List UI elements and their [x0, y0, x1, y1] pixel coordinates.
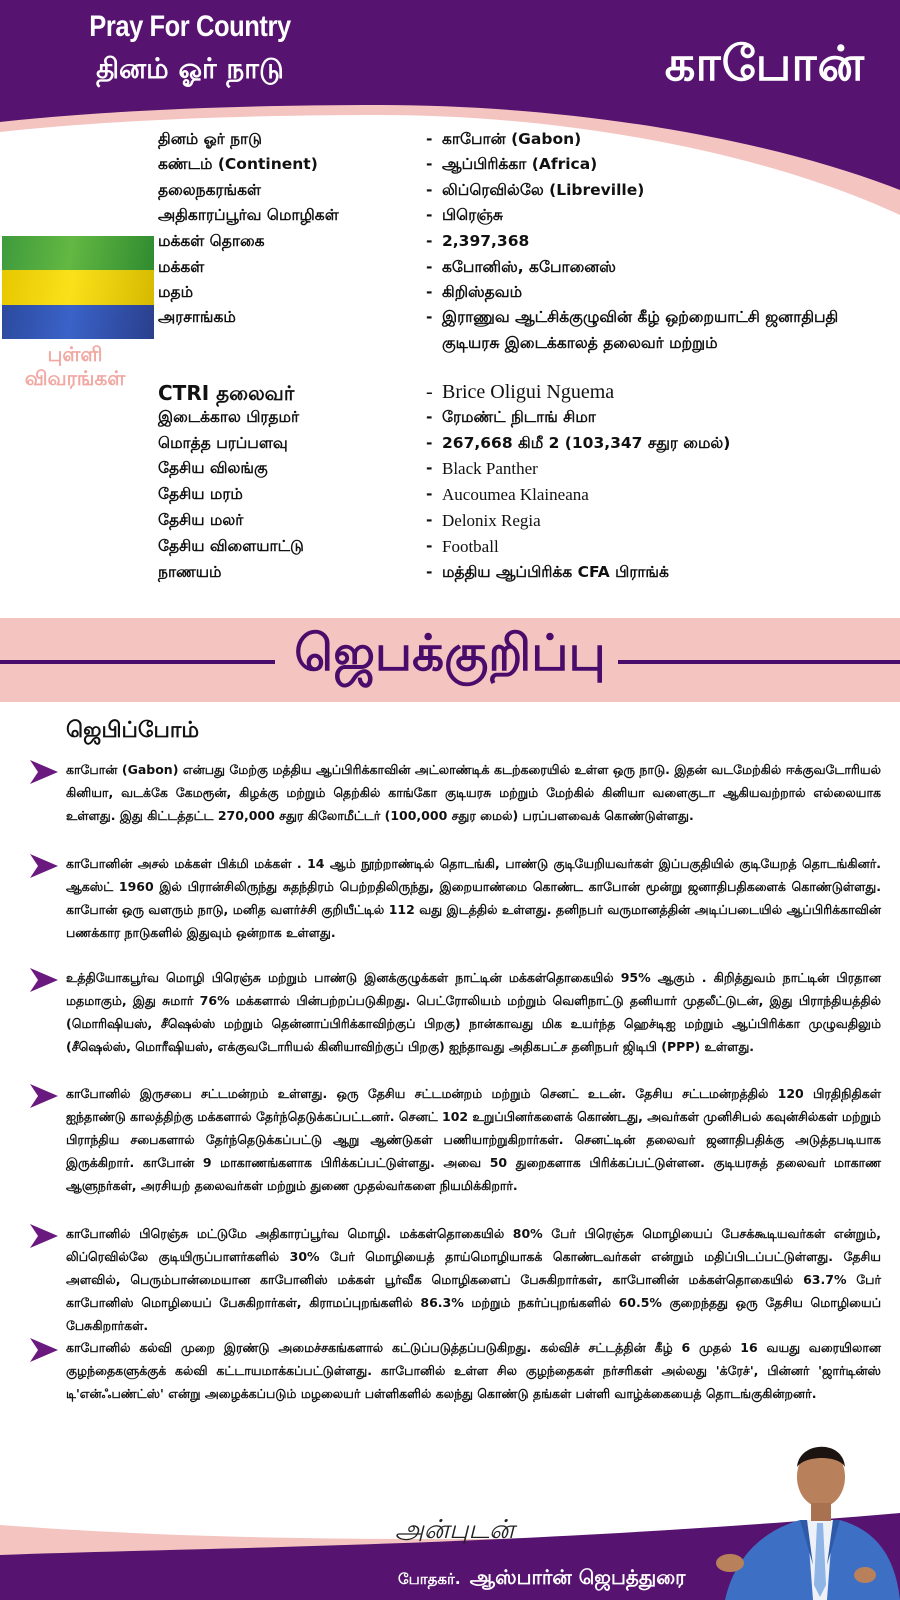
signoff-text: அன்புடன்: [395, 1515, 515, 1545]
pastor-name: ஆஸ்பார்ன் ஜெபத்துரை: [469, 1565, 686, 1589]
fact-key: CTRI தலைவர்: [158, 381, 295, 405]
header-title-ta: தினம் ஓர் நாடு: [96, 52, 284, 85]
fact-value: ரேமண்ட் நிடாங் சிமா: [442, 408, 596, 426]
paragraph: காபோன் (Gabon) என்பது மேற்கு மத்திய ஆப்பிரிக்காவின் அட்லாண்டிக் கடற்கரையில் உள்ள ஒரு நாடு. இதன் வடமேற்கில் ஈக்குவடோரியல் கினியா, வடக்கே கேமரூன், கிழக்கு மற்றும் தெற்கில் காங்கோ குடியரசு மற்றும் மேற்கில் கினியா வளைகுடா ஆகியவற்றால் எல்லையாக உள்ளது. இது கிட்டத்தட்ட 270,000 சதுர கிலோமீட்டர் (100,000 சதுர மைல்) பரப்பளவைக் கொண்டுள்ளது.: [66, 762, 881, 823]
paragraph: உத்தியோகபூர்வ மொழி பிரெஞ்சு மற்றும் பாண்டு இனக்குழுக்கள் நாட்டின் மக்கள்தொகையில் 95% ஆகும் . கிறித்துவம் நாட்டின் பிரதான மதமாகும், இது சுமார் 76% மக்களால் பின்பற்றப்படுகிறது. பெட்ரோலியம் மற்றும் வெளிநாட்டு தனியார் முதலீட்டுடன், இது பிராந்தியத்தில் (மொரிஷியஸ், சீஷெல்ஸ் மற்றும் தென்னாப்பிரிக்காவிற்குப் பிறகு) நான்காவது மிக உயர்ந்த ஹெச்டிஐ மற்றும் ஆப்பிரிக்கா முழுவதிலும் (சீஷெல்ஸ், மொரீஷியஸ், எக்குவடோரியல் கினியாவிற்குப் பிறகு) ஐந்தாவது அதிகபட்ச தனிநபர் ஜிடிபி (PPP) உள்ளது.: [66, 970, 881, 1054]
paragraph: காபோனில் கல்வி முறை இரண்டு அமைச்சகங்களால் கட்டுப்படுத்தப்படுகிறது. கல்விச் சட்டத்தின் கீழ் 6 முதல் 16 வயது வரையிலான குழந்தைகளுக்குக் கல்வி கட்டாயமாக்கப்பட்டுள்ளது. காபோனில் உள்ள சில குழந்தைகள் நர்சரிகள் அல்லது 'க்ரேச்', பின்னர் 'ஜார்டின்ஸ் டி'என்ஃபண்ட்ஸ்' என்று அழைக்கப்படும் மழலையர் பள்ளிகளில் கலந்து கொண்டு தங்கள் பள்ளி வாழ்க்கையைத் தொடங்குகின்றனர்.: [66, 1340, 881, 1401]
pastor-title: போதகர்.: [398, 1570, 461, 1588]
prayer-points-banner: [0, 618, 900, 702]
fact-value: ஆப்பிரிக்கா (Africa): [442, 155, 598, 173]
fact-key: மக்கள் தொகை: [158, 232, 265, 250]
pastor-photo: [705, 1415, 900, 1600]
flag-caption: [0, 342, 150, 390]
fact-key: இடைக்கால பிரதமர்: [158, 408, 300, 426]
fact-value: Brice Oligui Nguema: [442, 381, 615, 403]
flag-caption-line2: விவரங்கள்: [24, 366, 126, 390]
arrow-bullet-icon: [28, 1336, 60, 1364]
fact-key: தேசிய விளையாட்டு: [158, 537, 304, 555]
lets-pray-heading: ஜெபிப்போம்: [66, 718, 200, 743]
fact-value: Delonix Regia: [442, 511, 541, 530]
fact-value: லிப்ரெவில்லே (Libreville): [442, 181, 645, 199]
arrow-bullet-icon: [28, 1222, 60, 1250]
arrow-bullet-icon: [28, 966, 60, 994]
arrow-bullet-icon: [28, 1082, 60, 1110]
fact-key: மக்கள்: [158, 258, 205, 276]
arrow-bullet-icon: [28, 852, 60, 880]
prayer-points-title: ஜெபக்குறிப்பு: [294, 624, 606, 682]
paragraph: காபோனில் இருசபை சட்டமன்றம் உள்ளது. ஒரு தேசிய சட்டமன்றம் மற்றும் செனட் உடன். தேசிய சட்டமன்றத்தில் 120 பிரதிநிதிகள் ஐந்தாண்டு காலத்திற்கு மக்களால் தேர்ந்தெடுக்கப்பட்டனர். செனட் 102 உறுப்பினர்களைக் கொண்டது, அவர்கள் முனிசிபல் கவுன்சில்கள் மற்றும் பிராந்திய சபைகளால் தேர்ந்தெடுக்கப்பட்டு ஆறு ஆண்டுகள் பணியாற்றுகிறார்கள். செனட்டின் தலைவர் ஜனாதிபதிக்கு அடுத்தபடியாக இருக்கிறார். காபோன் 9 மாகாணங்களாக பிரிக்கப்பட்டுள்ளது. அவை 50 துறைகளாக பிரிக்கப்பட்டுள்ளன. குடியரசுத் தலைவர் மாகாண ஆளுநர்கள், அரசியற் தலைவர்கள் மற்றும் துணை முதல்வர்களை நியமிக்கிறார்.: [66, 1086, 881, 1193]
header-title-en: Pray For Country: [89, 10, 291, 43]
pastor-signature: [398, 1565, 685, 1592]
gabon-flag: [2, 236, 154, 339]
flag-caption-line1: புள்ளி: [47, 342, 103, 366]
country-name: காபோன்: [664, 36, 865, 92]
fact-value: Black Panther: [442, 459, 538, 478]
fact-key: கண்டம் (Continent): [158, 155, 318, 173]
fact-key: அதிகாரப்பூர்வ மொழிகள்: [158, 206, 339, 224]
fact-key: அரசாங்கம்: [158, 308, 236, 326]
fact-value: கிறிஸ்தவம்: [442, 283, 523, 301]
fact-key: தேசிய விலங்கு: [158, 459, 268, 477]
fact-key: மதம்: [158, 283, 194, 301]
fact-value: 267,668 கிமீ 2 (103,347 சதுர மைல்): [442, 434, 731, 452]
fact-key: தினம் ஓர் நாடு: [158, 130, 262, 148]
fact-value: பிரெஞ்சு: [442, 206, 503, 224]
fact-value: Football: [442, 537, 499, 556]
paragraph: காபோனின் அசல் மக்கள் பிக்மி மக்கள் . 14 ஆம் நூற்றாண்டில் தொடங்கி, பாண்டு குடியேறியவர்கள் இப்பகுதியில் குடியேறத் தொடங்கினர். ஆகஸ்ட் 1960 இல் பிரான்சிலிருந்து சுதந்திரம் பெற்றதிலிருந்து, இறையாண்மை கொண்ட காபோன் மூன்று ஜனாதிபதிகளைக் கொண்டுள்ளது. காபோன் ஒரு வளரும் நாடு, மனித வளர்ச்சி குறியீட்டில் 112 வது இடத்தில் உள்ளது. தனிநபர் வருமானத்தின் அடிப்படையில் ஆப்பிரிக்காவின் பணக்கார நாடுகளில் இதுவும் ஒன்றாக உள்ளது.: [66, 856, 881, 940]
fact-value: காபோன் (Gabon): [442, 130, 582, 148]
fact-key: தேசிய மரம்: [158, 485, 243, 503]
flag-blue-band: [2, 305, 154, 339]
fact-value: மத்திய ஆப்பிரிக்க CFA பிராங்க்: [442, 563, 669, 581]
fact-key: நாணயம்: [158, 563, 222, 581]
fact-value: இராணுவ ஆட்சிக்குழுவின் கீழ் ஒற்றையாட்சி ஜனாதிபதி குடியரசு இடைக்காலத் தலைவர் மற்றும்: [442, 308, 839, 352]
fact-key: மொத்த பரப்பளவு: [158, 434, 288, 452]
fact-value: Aucoumea Klaineana: [442, 485, 589, 504]
fact-key: தலைநகரங்கள்: [158, 181, 261, 199]
fact-value: கபோனிஸ், கபோனைஸ்: [442, 258, 616, 276]
fact-key: தேசிய மலர்: [158, 511, 244, 529]
arrow-bullet-icon: [28, 758, 60, 786]
flag-green-band: [2, 236, 154, 270]
fact-value: 2,397,368: [442, 232, 530, 250]
flag-yellow-band: [2, 270, 154, 304]
paragraph: காபோனில் பிரெஞ்சு மட்டுமே அதிகாரப்பூர்வ மொழி. மக்கள்தொகையில் 80% பேர் பிரெஞ்சு மொழியைப் பேசக்கூடியவர்கள் என்றும், லிப்ரெவில்லே குடியிருப்பாளர்களில் 30% பேர் மொழியைத் தாய்மொழியாகக் கொண்டவர்கள் என்றும் மதிப்பிடப்பட்டுள்ளது. தேசிய அளவில், பெரும்பான்மையான காபோனிஸ் மக்கள் பூர்வீக மொழிகளைப் பேசுகிறார்கள், காபோனின் மக்கள்தொகையில் 63.7% பேர் காபோனிஸ் மொழியைப் பேசுகிறார்கள், கிராமப்புறங்களில் 86.3% மற்றும் நகர்ப்புறங்களில் 60.5% குறைந்தது ஒரு தேசிய மொழியைப் பேசுகிறார்கள்.: [66, 1226, 881, 1333]
